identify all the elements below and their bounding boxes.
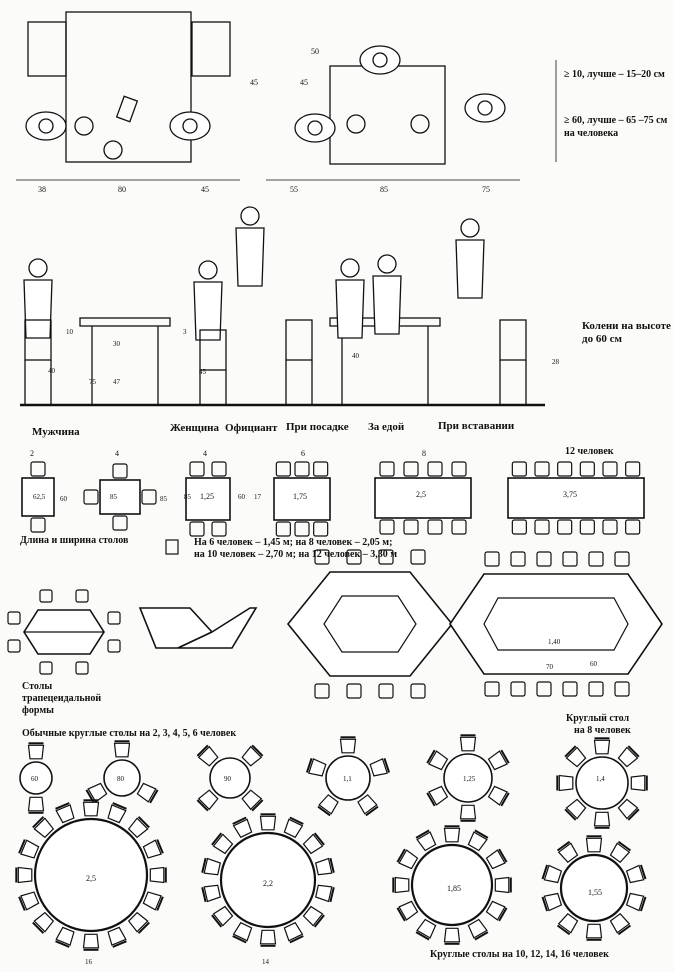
count-label: 14 (262, 958, 269, 966)
chair (212, 462, 226, 476)
chair (214, 834, 233, 853)
dim: 85 (184, 493, 191, 501)
chair (615, 682, 629, 696)
table-size: 2,2 (263, 879, 273, 888)
plan-table-right (330, 66, 445, 164)
chair (428, 520, 442, 534)
chair (380, 520, 394, 534)
figure-woman-head (199, 261, 217, 279)
table-size: 1,25 (200, 492, 214, 501)
plate (347, 115, 365, 133)
chair (445, 828, 460, 842)
figure-woman-body (194, 282, 222, 340)
chair (34, 818, 53, 837)
chair (8, 640, 20, 652)
chair (190, 462, 204, 476)
person-plan (360, 46, 400, 74)
chair (166, 540, 178, 554)
chair (113, 464, 127, 478)
chair (242, 790, 261, 809)
chair (380, 462, 394, 476)
chair (445, 928, 460, 942)
round-tables-drawing (16, 735, 647, 950)
chair (129, 818, 148, 837)
chair (535, 520, 549, 534)
chair (611, 843, 630, 862)
chair (40, 590, 52, 602)
chair (461, 805, 476, 819)
dim: 47 (113, 378, 120, 386)
chair (537, 682, 551, 696)
chair (587, 838, 602, 852)
table-size: 3,75 (563, 490, 577, 499)
dim: 38 (38, 185, 46, 194)
dim: 10 (66, 328, 73, 336)
chair (559, 843, 578, 862)
chair (76, 662, 88, 674)
chair (411, 550, 425, 564)
label-sitting-down: При посадке (286, 421, 349, 433)
count-label: 6 (301, 449, 305, 458)
chair (611, 914, 630, 933)
chair (563, 552, 577, 566)
person-plan (26, 112, 66, 140)
elev-chair (500, 320, 526, 360)
chair (40, 662, 52, 674)
figure-waiter-head (241, 207, 259, 225)
chair (512, 462, 526, 476)
figure-waiter-body (236, 228, 264, 286)
dim: 17 (254, 493, 261, 501)
round-large-caption: Круглые столы на 10, 12, 14, 16 человек (430, 949, 609, 960)
chair (115, 743, 130, 757)
trapezoid-tables-drawing (8, 550, 662, 698)
chair (511, 552, 525, 566)
chair (242, 747, 261, 766)
chair (495, 878, 509, 893)
plan-table-left (66, 12, 191, 162)
chair (84, 802, 99, 816)
table-size: 1,4 (596, 775, 605, 783)
chair (452, 462, 466, 476)
chair (563, 682, 577, 696)
chair (31, 462, 45, 476)
chair (535, 462, 549, 476)
label-standing-up: При вставании (438, 420, 515, 432)
plate (411, 115, 429, 133)
person-plan (465, 94, 505, 122)
chair (379, 684, 393, 698)
table-size: 2,5 (416, 490, 426, 499)
trap-caption-2: трапецеидальной (22, 693, 102, 704)
figure-sitting-body (336, 280, 364, 338)
chair (580, 462, 594, 476)
chair (261, 816, 276, 830)
chair (29, 745, 44, 759)
dim: 45 (300, 78, 308, 87)
dim: 70 (546, 663, 553, 671)
chair (84, 934, 99, 948)
chair (276, 462, 290, 476)
dim: 45 (250, 78, 258, 87)
dim: 60 (238, 493, 245, 501)
dim: 55 (290, 185, 298, 194)
chair (587, 924, 602, 938)
figure-man-body (24, 280, 52, 338)
chair (316, 885, 332, 901)
dim: 1,40 (548, 638, 561, 646)
chair (142, 490, 156, 504)
note-gap: ≥ 10, лучше – 15–20 см (564, 69, 665, 80)
count-label: 4 (203, 449, 207, 458)
chair (314, 522, 328, 536)
table-size: 1,1 (343, 775, 352, 783)
plan-chair-left-top (28, 22, 66, 76)
chair (315, 684, 329, 698)
dim: 30 (113, 340, 120, 348)
chair (452, 520, 466, 534)
chair (18, 868, 32, 883)
dim: 85 (380, 185, 388, 194)
dim: 40 (352, 352, 359, 360)
table-size: 1,85 (447, 884, 461, 893)
chair (404, 462, 418, 476)
dim: 80 (118, 185, 126, 194)
chair (558, 462, 572, 476)
dim: 50 (311, 47, 319, 56)
chair (204, 859, 220, 875)
chair (316, 859, 332, 875)
table-size: 1,75 (293, 492, 307, 501)
chair (212, 522, 226, 536)
rect-note-1: На 6 человек – 1,45 м; на 8 человек – 2,05 м; (194, 537, 393, 548)
chair (411, 684, 425, 698)
table-size: 1,55 (588, 888, 602, 897)
plate (75, 117, 93, 135)
chair (295, 522, 309, 536)
chair (34, 913, 53, 932)
figure-man-head (29, 259, 47, 277)
dim: 75 (89, 378, 96, 386)
chair (199, 790, 218, 809)
trap-caption-3: формы (22, 705, 54, 716)
chair (537, 552, 551, 566)
chair (314, 462, 328, 476)
chair (603, 462, 617, 476)
round8-caption-1: Круглый стол (566, 713, 630, 724)
count-label: 4 (115, 449, 119, 458)
dim: 60 (590, 660, 597, 668)
chair (511, 682, 525, 696)
person-plan (170, 112, 210, 140)
person-plan (295, 114, 335, 142)
chair (485, 682, 499, 696)
chair (589, 682, 603, 696)
chair (626, 462, 640, 476)
trap-caption-1: Столы (22, 681, 53, 692)
figure-eating-head (378, 255, 396, 273)
chair (276, 522, 290, 536)
chair (631, 776, 645, 791)
rect-table (100, 480, 140, 514)
note-width-per-person: ≥ 60, лучше – 65 –75 см на человека (564, 115, 668, 139)
round-small-caption: Обычные круглые столы на 2, 3, 4, 5, 6 человек (22, 728, 237, 739)
table-size: 90 (224, 775, 231, 783)
count-label: 16 (85, 958, 92, 966)
count-label: 8 (422, 449, 426, 458)
note-knees: Колени на высоте до 60 см (582, 320, 671, 345)
napkin (117, 96, 138, 121)
elev-table-1 (80, 318, 170, 326)
chair (595, 812, 610, 826)
figure-eating-body (373, 276, 401, 334)
chair (567, 748, 586, 767)
rect-caption: Длина и ширина столов (20, 535, 129, 546)
label-woman: Женщина (170, 422, 220, 434)
figure-standing-head (461, 219, 479, 237)
chair (261, 930, 276, 944)
chair (618, 748, 637, 767)
chair (358, 795, 377, 814)
chair (589, 552, 603, 566)
chair (404, 520, 418, 534)
chair (304, 907, 323, 926)
elongated-table (450, 574, 662, 674)
chair (580, 520, 594, 534)
chair (190, 522, 204, 536)
chair (341, 739, 356, 753)
chair (113, 516, 127, 530)
table-size: 85 (110, 493, 117, 501)
chair (304, 834, 323, 853)
chair (395, 878, 409, 893)
label-man: Мужчина (32, 426, 80, 438)
table-size: 2,5 (86, 874, 96, 883)
hexagon-table (288, 572, 452, 676)
count-label: 12 человек (565, 446, 614, 457)
chair (199, 747, 218, 766)
chair (595, 740, 610, 754)
table-size: 62,5 (33, 493, 46, 501)
chair (485, 552, 499, 566)
dim: 40 (48, 367, 55, 375)
dim: 60 (60, 495, 67, 503)
chair (31, 518, 45, 532)
table-size: 60 (31, 775, 38, 783)
dim: 28 (552, 358, 559, 366)
chair (29, 797, 44, 811)
chair (558, 520, 572, 534)
plate (104, 141, 122, 159)
plan-chair-right-top (192, 22, 230, 76)
chair (108, 640, 120, 652)
chair (319, 795, 338, 814)
table-size: 80 (117, 775, 124, 783)
chair (559, 776, 573, 791)
elev-chair (286, 320, 312, 360)
label-waiter: Официант (225, 422, 278, 434)
elevation-drawing (20, 207, 545, 405)
chair (204, 885, 220, 901)
chair (512, 520, 526, 534)
dim: 75 (482, 185, 490, 194)
chair (84, 490, 98, 504)
chair (150, 868, 164, 883)
count-label: 2 (30, 449, 34, 458)
chair (626, 520, 640, 534)
chair (295, 462, 309, 476)
chair (428, 462, 442, 476)
chair (615, 552, 629, 566)
chair (603, 520, 617, 534)
figure-sitting-head (341, 259, 359, 277)
dim: 45 (201, 185, 209, 194)
dim: 85 (160, 495, 167, 503)
chair (76, 590, 88, 602)
table-size: 1,25 (463, 775, 476, 783)
chair (108, 612, 120, 624)
chair (129, 913, 148, 932)
chair (618, 799, 637, 818)
round8-caption-2: на 8 человек (574, 725, 631, 736)
chair (214, 907, 233, 926)
dim: 3 (183, 328, 187, 336)
chair (8, 612, 20, 624)
rect-note-2: на 10 человек – 2,70 м; на 12 человек – 3,30 м (194, 549, 398, 560)
dim: 45 (199, 368, 206, 376)
chair (567, 799, 586, 818)
chair (559, 914, 578, 933)
chair (461, 737, 476, 751)
figure-standing-body (456, 240, 484, 298)
top-plan-drawing (16, 12, 556, 180)
chair (347, 684, 361, 698)
label-eating: За едой (368, 421, 405, 433)
